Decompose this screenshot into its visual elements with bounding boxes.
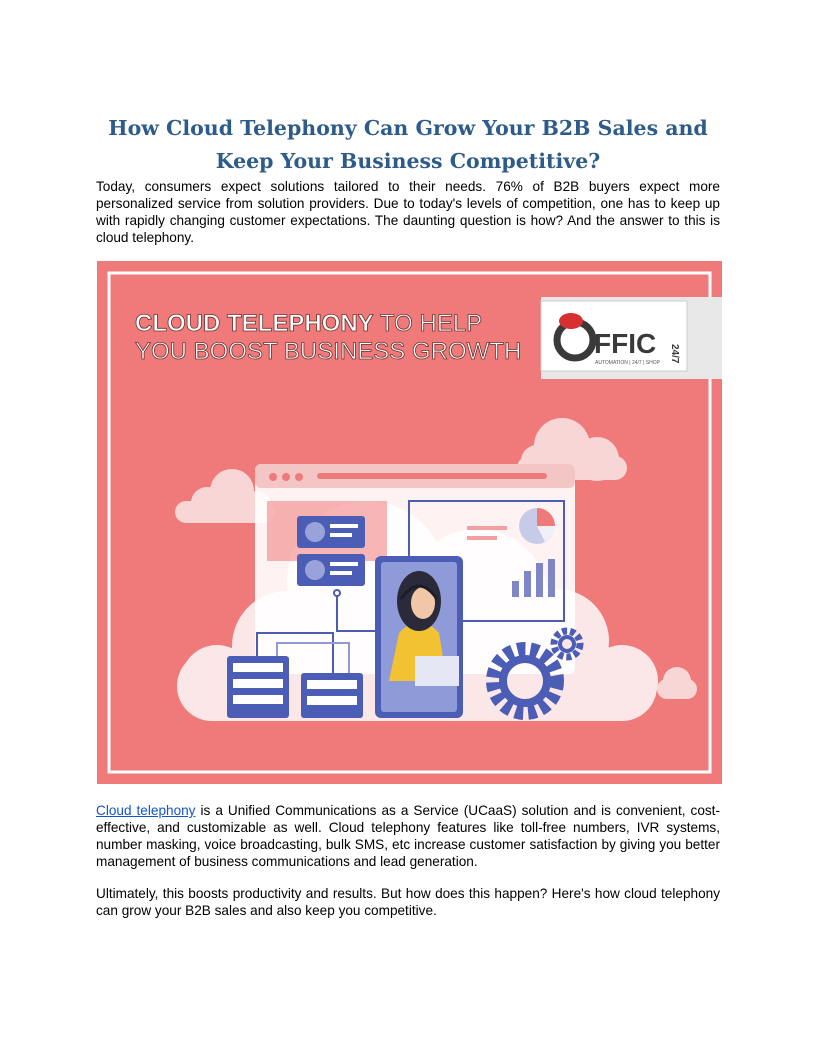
office247-logo xyxy=(541,297,722,379)
banner-headline-line-2: YOU BOOST BUSINESS GROWTH xyxy=(135,338,522,365)
banner-headline-bold: CLOUD TELEPHONY xyxy=(135,310,374,337)
cloud-telephony-link[interactable]: Cloud telephony xyxy=(96,803,196,818)
cloud-telephony-paragraph-text: is a Unified Communications as a Service (UCaaS) solution and is convenient, cost-effective, and customizable as well. Cloud telephony features like toll-free numbers, IVR systems, number masking, voice broadcasting, bulk SMS, etc increase customer satisfaction by giving you better management of business communications and lead generation. xyxy=(96,803,720,869)
banner-headline-rest: TO HELP xyxy=(373,310,483,337)
intro-paragraph: Today, consumers expect solutions tailored to their needs. 76% of B2B buyers expect more personalized service from solution providers. Due to today's levels of competition, one has to keep up with rapidly changing customer expectations. The daunting question is how? And the answer to this is cloud telephony. xyxy=(96,179,720,245)
title-line-2: Keep Your Business Competitive? xyxy=(215,149,601,173)
logo-number: 24/7 xyxy=(669,344,680,364)
logo-tagline: AUTOMATION | 24/7 | SHOP xyxy=(595,360,660,366)
conclusion-paragraph: Ultimately, this boosts productivity and results. But how does this happen? Here's how cloud telephony can grow your B2B sales and also keep you competitive. xyxy=(96,886,720,918)
logo-mascot-icon xyxy=(559,313,583,329)
logo-word: FFIC xyxy=(594,328,657,359)
phone-agent-icon xyxy=(375,556,463,718)
banner-headline-line-1 xyxy=(135,310,482,337)
pie-chart-icon xyxy=(519,508,555,544)
cloud-telephony-paragraph xyxy=(96,802,720,870)
page-title xyxy=(96,112,720,178)
title-line-1: How Cloud Telephony Can Grow Your B2B Sales and xyxy=(108,116,708,140)
cloud-telephony-banner xyxy=(97,261,722,784)
